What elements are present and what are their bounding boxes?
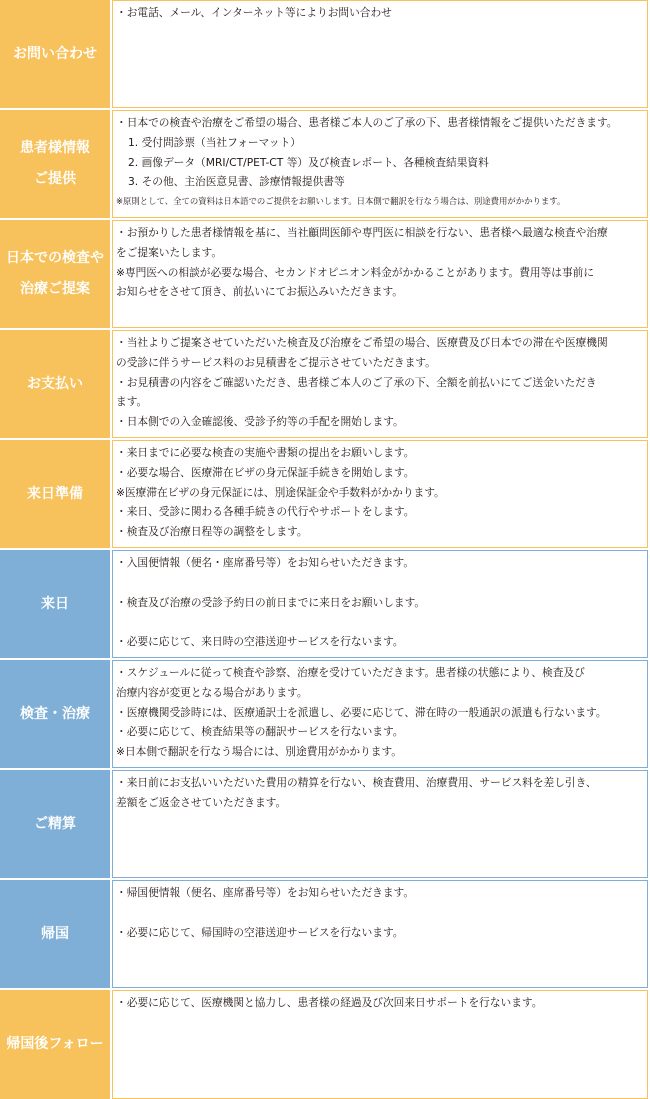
step-label-line: 日本での検査や bbox=[6, 250, 104, 266]
step-label-line: お支払い bbox=[27, 375, 83, 392]
description-line: ・日本での検査や治療をご希望の場合、患者様ご本人のご了承の下、患者様情報をご提供いただきます。 bbox=[116, 116, 618, 129]
description-line: ・帰国便情報（便名、座席番号等）をお知らせいただきます。 bbox=[116, 886, 415, 899]
step-label-line: 帰国後フォロー bbox=[6, 1036, 104, 1052]
step-label-line: 来日準備 bbox=[27, 485, 83, 502]
description-line: ・必要に応じて、医療機関と協力し、患者様の経過及び次回来日サポートを行ないます。 bbox=[116, 996, 543, 1009]
description-line: ・医療機関受診時には、医療通訳士を派遣し、必要に応じて、滞在時の一般通訳の派遣も行ないます。 bbox=[116, 705, 607, 719]
step-label-line: ご精算 bbox=[34, 815, 76, 832]
flow-step bbox=[0, 0, 650, 108]
step-label-line: 検査・治療 bbox=[20, 705, 90, 722]
description-line: お知らせをさせて頂き、前払いにてお振込みいただきます。 bbox=[116, 285, 403, 299]
description-line: ・必要に応じて、来日時の空港送迎サービスを行ないます。 bbox=[116, 635, 404, 649]
description-line: ・お電話、メール、インターネット等によりお問い合わせ bbox=[116, 6, 392, 19]
step-description bbox=[112, 440, 648, 548]
description-line: ・日本側での入金確認後、受診予約等の手配を開始します。 bbox=[116, 415, 404, 429]
step-description bbox=[112, 990, 648, 1099]
step-description bbox=[112, 220, 648, 328]
step-label-line: 治療ご提案 bbox=[20, 281, 90, 297]
description-line: 差額をご返金させていただきます。 bbox=[116, 795, 287, 809]
flow-step bbox=[0, 990, 650, 1099]
flow-step bbox=[0, 330, 650, 438]
step-label bbox=[0, 990, 110, 1099]
description-line: ・来日、受診に関わる各種手続きの代行やサポートをします。 bbox=[116, 505, 415, 519]
numbered-item: 1. 受付問診票（当社フォーマット） bbox=[128, 135, 301, 149]
note-text: ※原則として、全ての資料は日本語でのご提供をお願いします。日本側で翻訳を行なう場合は、別途費用がかかります。 bbox=[116, 196, 566, 207]
flow-step bbox=[0, 770, 650, 878]
step-label bbox=[0, 0, 110, 108]
description-line: ・お預かりした患者様情報を基に、当社顧問医師や専門医に相談を行ない、患者様へ最適な検査や治療 bbox=[116, 226, 608, 239]
flow-step bbox=[0, 440, 650, 548]
description-line: ・必要に応じて、帰国時の空港送迎サービスを行ないます。 bbox=[116, 925, 404, 939]
description-line: ※専門医への相談が必要な場合、セカンドオピニオン料金がかかることがあります。費用等は事前に bbox=[116, 265, 595, 279]
flow-step bbox=[0, 220, 650, 328]
step-description bbox=[112, 770, 648, 878]
description-line: ・検査及び治療の受診予約日の前日までに来日をお願いします。 bbox=[116, 595, 426, 609]
step-label bbox=[0, 330, 110, 438]
description-line: ・当社よりご提案させていただいた検査及び治療をご希望の場合、医療費及び日本での滞在や医療機関 bbox=[116, 336, 608, 349]
description-line: ・入国便情報（便名・座席番号等）をお知らせいただきます。 bbox=[116, 556, 415, 569]
description-line: ※日本側で翻訳を行なう場合には、別途費用がかかります。 bbox=[116, 745, 402, 759]
flow-step bbox=[0, 550, 650, 658]
step-label bbox=[0, 880, 110, 988]
description-line: ・必要な場合、医療滞在ビザの身元保証手続きを開始します。 bbox=[116, 465, 415, 479]
step-label bbox=[0, 770, 110, 878]
description-line: ・必要に応じて、検査結果等の翻訳サービスを行ないます。 bbox=[116, 725, 404, 739]
step-label-line: ご提供 bbox=[34, 171, 76, 187]
description-line: ・お見積書の内容をご確認いただき、患者様ご本人のご了承の下、全額を前払いにてご送金いただき bbox=[116, 375, 597, 389]
step-label bbox=[0, 110, 110, 218]
spacer bbox=[116, 903, 645, 923]
description-line: ・来日前にお支払いいただいた費用の精算を行ない、検査費用、治療費用、サービス料を差し引き、 bbox=[116, 776, 597, 789]
step-description bbox=[112, 550, 648, 658]
step-label-line: 帰国 bbox=[41, 925, 69, 942]
step-label-line: 患者様情報 bbox=[20, 140, 90, 156]
description-line: ・来日までに必要な検査の実施や書類の提出をお願いします。 bbox=[116, 446, 415, 459]
flow-step bbox=[0, 880, 650, 988]
step-label-line: 来日 bbox=[41, 595, 69, 612]
step-description bbox=[112, 880, 648, 988]
description-line: ・スケジュールに従って検査や診察、治療を受けていただきます。患者様の状態により、検査及び bbox=[116, 666, 585, 679]
step-label bbox=[0, 220, 110, 328]
step-label bbox=[0, 550, 110, 658]
numbered-item: 3. その他、主治医意見書、診療情報提供書等 bbox=[128, 175, 345, 189]
description-line: ます。 bbox=[116, 395, 148, 409]
flow-step bbox=[0, 660, 650, 768]
step-label-line: お問い合わせ bbox=[13, 45, 97, 62]
step-description bbox=[112, 660, 648, 768]
description-line: ※医療滞在ビザの身元保証には、別途保証金や手数料がかかります。 bbox=[116, 485, 445, 499]
step-description bbox=[112, 330, 648, 438]
description-line: 治療内容が変更となる場合があります。 bbox=[116, 685, 308, 699]
step-label bbox=[0, 660, 110, 768]
step-label bbox=[0, 440, 110, 548]
description-line: をご提案いたします。 bbox=[116, 245, 223, 259]
description-line: の受診に伴うサービス料のお見積書をご提示させていただきます。 bbox=[116, 355, 436, 369]
spacer bbox=[116, 573, 645, 593]
numbered-item: 2. 画像データ（MRI/CT/PET-CT 等）及び検査レポート、各種検査結果資料 bbox=[128, 155, 489, 169]
description-line: ・検査及び治療日程等の調整をします。 bbox=[116, 525, 308, 539]
step-description bbox=[112, 110, 648, 218]
step-description bbox=[112, 0, 648, 108]
flow-step bbox=[0, 110, 650, 218]
spacer bbox=[116, 612, 645, 632]
